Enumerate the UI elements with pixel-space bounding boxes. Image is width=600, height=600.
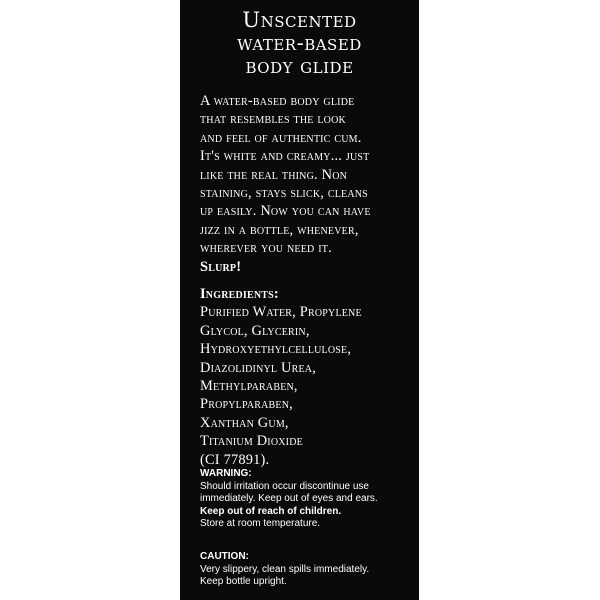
caution-heading: CAUTION: — [200, 551, 249, 562]
warning-children-notice: Keep out of reach of children. — [200, 505, 342, 517]
description-line: A water-based body glide — [200, 93, 355, 109]
description-line: that resembles the look — [200, 111, 346, 128]
warning-section — [200, 468, 415, 531]
description-line: and feel of authentic cum. — [200, 129, 362, 146]
title-line: body glide — [245, 54, 354, 78]
ingredient-line: Titanium Dioxide — [200, 433, 303, 450]
product-description — [200, 92, 410, 276]
caution-line: Very slippery, clean spills immediately. — [200, 563, 370, 575]
warning-line: Store at room temperature. — [200, 518, 321, 530]
caution-line: Keep bottle upright. — [200, 576, 287, 588]
product-label-panel — [180, 0, 419, 600]
ingredients-section — [200, 285, 410, 469]
warning-heading: WARNING: — [200, 468, 252, 479]
ingredient-line: Purified Water, Propylene — [200, 304, 362, 321]
ingredient-line: Methylparaben, — [200, 378, 298, 395]
description-line: jizz in a bottle, whenever, — [200, 221, 359, 238]
ingredients-heading: Ingredients: — [200, 286, 279, 302]
ingredient-line: Propylparaben, — [200, 396, 293, 413]
ingredient-line: Xanthan Gum, — [200, 414, 289, 431]
description-line: up easily. Now you can have — [200, 203, 371, 220]
description-emphasis: Slurp! — [200, 258, 242, 275]
description-line: It's white and creamy... just — [200, 148, 370, 165]
title-line: Unscented — [242, 8, 357, 32]
ingredient-line: Hydroxyethylcellulose, — [200, 341, 352, 358]
ingredient-line: Diazolidinyl Urea, — [200, 359, 317, 376]
ingredient-line: Glycol, Glycerin, — [200, 322, 310, 339]
product-title — [180, 9, 419, 78]
caution-section — [200, 551, 415, 589]
description-line: like the real thing. Non — [200, 166, 348, 183]
title-line: water-based — [237, 31, 362, 55]
ingredient-line: (CI 77891). — [200, 451, 270, 468]
warning-line: Should irritation occur discontinue use — [200, 480, 369, 492]
warning-line: immediately. Keep out of eyes and ears. — [200, 493, 378, 505]
description-line: staining, stays slick, cleans — [200, 185, 368, 202]
description-line: wherever you need it. — [200, 240, 332, 257]
